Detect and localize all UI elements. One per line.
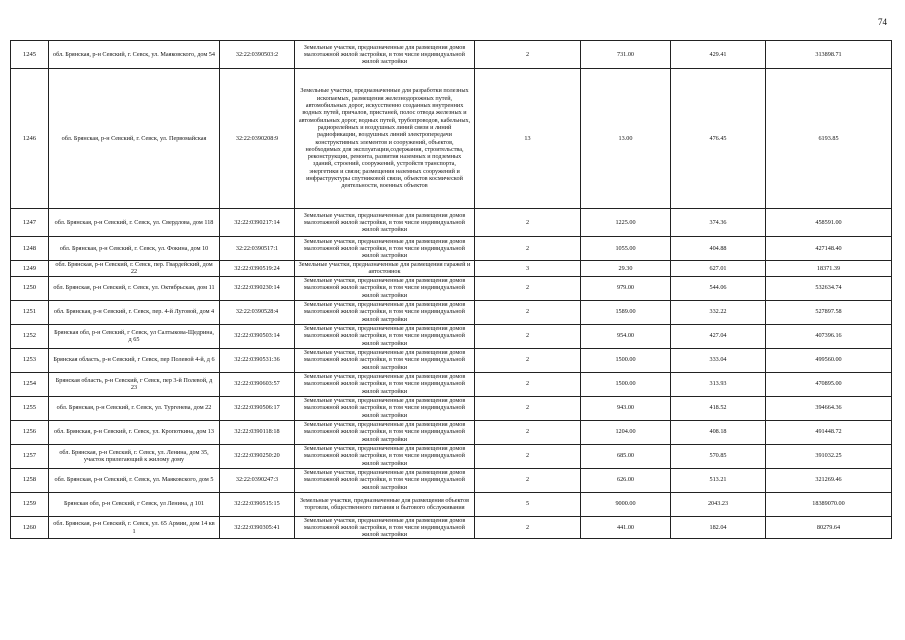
land-use-cell: Земельные участки, предназначенные для размещения объектов торговли, общественного питания и бытового обслуживания [295, 492, 475, 516]
plot-number-cell: 1246 [11, 69, 49, 209]
land-use-cell: Земельные участки, предназначенные для размещения домов малоэтажной жилой застройки, в том числе индивидуальной жилой застройки [295, 372, 475, 396]
area-cell: 1500.00 [581, 348, 671, 372]
plot-number-cell: 1258 [11, 468, 49, 492]
table-row [11, 300, 892, 324]
land-use-cell: Земельные участки, предназначенные для размещения домов малоэтажной жилой застройки, в том числе индивидуальной жилой застройки [295, 324, 475, 348]
address-cell: обл. Брянская, р-н Севский, г. Севск, пер. Гвардейский, дом 22 [49, 261, 220, 277]
use-code-cell: 2 [475, 209, 581, 237]
table-row [11, 261, 892, 277]
use-code-cell: 2 [475, 468, 581, 492]
cadastral-number-cell: 32:22:0390528:4 [220, 300, 295, 324]
area-cell: 441.00 [581, 516, 671, 539]
cadastral-value-cell: 458591.00 [766, 209, 892, 237]
cadastral-value-cell: 18371.39 [766, 261, 892, 277]
specific-value-cell: 627.01 [671, 261, 766, 277]
address-cell: обл. Брянская, р-н Севский, г. Севск, ул. Маяковского, дом 54 [49, 41, 220, 69]
specific-value-cell: 408.18 [671, 420, 766, 444]
cadastral-number-cell: 32:22:0390515:15 [220, 492, 295, 516]
cadastral-value-cell: 6193.85 [766, 69, 892, 209]
cadastral-value-cell: 470895.00 [766, 372, 892, 396]
table-row [11, 372, 892, 396]
cadastral-number-cell: 32:22:0390217:14 [220, 209, 295, 237]
use-code-cell: 2 [475, 516, 581, 539]
area-cell: 1055.00 [581, 237, 671, 261]
area-cell: 1500.00 [581, 372, 671, 396]
address-cell: Брянская обл, р-н Севский, г Севск, ул Ленина, д 101 [49, 492, 220, 516]
table-row [11, 468, 892, 492]
specific-value-cell: 544.06 [671, 276, 766, 300]
land-use-cell: Земельные участки, предназначенные для размещения домов малоэтажной жилой застройки, в том числе индивидуальной жилой застройки [295, 300, 475, 324]
use-code-cell: 2 [475, 420, 581, 444]
area-cell: 979.00 [581, 276, 671, 300]
land-use-cell: Земельные участки, предназначенные для размещения домов малоэтажной жилой застройки, в том числе индивидуальной жилой застройки [295, 276, 475, 300]
cadastral-value-cell: 499560.00 [766, 348, 892, 372]
cadastral-number-cell: 32:22:0390503:2 [220, 41, 295, 69]
address-cell: Брянская область, р-н Севский, г Севск, пер Полевой 4-й, д 6 [49, 348, 220, 372]
plot-number-cell: 1251 [11, 300, 49, 324]
address-cell: Брянская обл, р-н Севский, г Севск, ул Салтыкова-Щедрина, д 65 [49, 324, 220, 348]
address-cell: обл. Брянская, р-н Севский, г. Севск, ул. Ленина, дом 35, участок прилегающий к жилому дому [49, 444, 220, 468]
land-use-cell: Земельные участки, предназначенные для размещения домов малоэтажной жилой застройки, в том числе индивидуальной жилой застройки [295, 209, 475, 237]
land-plot-table [10, 40, 892, 539]
cadastral-value-cell: 313898.71 [766, 41, 892, 69]
cadastral-value-cell: 321269.46 [766, 468, 892, 492]
cadastral-value-cell: 532634.74 [766, 276, 892, 300]
plot-number-cell: 1252 [11, 324, 49, 348]
cadastral-number-cell: 32:22:0390503:14 [220, 324, 295, 348]
cadastral-number-cell: 32:22:0390250:20 [220, 444, 295, 468]
use-code-cell: 5 [475, 492, 581, 516]
plot-number-cell: 1249 [11, 261, 49, 277]
address-cell: обл. Брянская, р-н Севский, г. Севск, ул. Фокина, дом 10 [49, 237, 220, 261]
specific-value-cell: 476.45 [671, 69, 766, 209]
cadastral-number-cell: 32:22:0390519:24 [220, 261, 295, 277]
cadastral-value-cell: 391032.25 [766, 444, 892, 468]
specific-value-cell: 418.52 [671, 396, 766, 420]
cadastral-number-cell: 32:22:0390305:41 [220, 516, 295, 539]
use-code-cell: 2 [475, 324, 581, 348]
cadastral-number-cell: 32:22:0390603:57 [220, 372, 295, 396]
plot-number-cell: 1253 [11, 348, 49, 372]
specific-value-cell: 427.04 [671, 324, 766, 348]
table-row [11, 324, 892, 348]
cadastral-number-cell: 32:22:0390247:3 [220, 468, 295, 492]
plot-number-cell: 1245 [11, 41, 49, 69]
plot-number-cell: 1254 [11, 372, 49, 396]
specific-value-cell: 313.93 [671, 372, 766, 396]
use-code-cell: 2 [475, 348, 581, 372]
use-code-cell: 3 [475, 261, 581, 277]
land-use-cell: Земельные участки, предназначенные для размещения домов малоэтажной жилой застройки, в том числе индивидуальной жилой застройки [295, 237, 475, 261]
cadastral-value-cell: 18389070.00 [766, 492, 892, 516]
use-code-cell: 2 [475, 41, 581, 69]
specific-value-cell: 182.04 [671, 516, 766, 539]
use-code-cell: 2 [475, 444, 581, 468]
area-cell: 1589.00 [581, 300, 671, 324]
specific-value-cell: 513.21 [671, 468, 766, 492]
plot-number-cell: 1257 [11, 444, 49, 468]
table-row [11, 420, 892, 444]
table-row [11, 209, 892, 237]
land-use-cell: Земельные участки, предназначенные для размещения домов малоэтажной жилой застройки, в том числе индивидуальной жилой застройки [295, 396, 475, 420]
plot-number-cell: 1250 [11, 276, 49, 300]
area-cell: 685.00 [581, 444, 671, 468]
table-row [11, 444, 892, 468]
table-row [11, 69, 892, 209]
cadastral-number-cell: 32:22:0390506:17 [220, 396, 295, 420]
use-code-cell: 2 [475, 237, 581, 261]
land-use-cell: Земельные участки, предназначенные для размещения гаражей и автостоянок [295, 261, 475, 277]
address-cell: обл. Брянская, р-н Севский, г. Севск, ул. 65 Армии, дом 14 кв 1 [49, 516, 220, 539]
land-use-cell: Земельные участки, предназначенные для размещения домов малоэтажной жилой застройки, в том числе индивидуальной жилой застройки [295, 348, 475, 372]
table-row [11, 492, 892, 516]
address-cell: обл. Брянская, р-н Севский, г. Севск, ул. Октябрьская, дом 11 [49, 276, 220, 300]
cadastral-value-cell: 427148.40 [766, 237, 892, 261]
use-code-cell: 2 [475, 276, 581, 300]
plot-number-cell: 1260 [11, 516, 49, 539]
area-cell: 626.00 [581, 468, 671, 492]
cadastral-number-cell: 32:22:0390118:18 [220, 420, 295, 444]
cadastral-number-cell: 32:22:0390208:9 [220, 69, 295, 209]
area-cell: 1204.00 [581, 420, 671, 444]
area-cell: 954.00 [581, 324, 671, 348]
cadastral-number-cell: 32:22:0390517:1 [220, 237, 295, 261]
area-cell: 1225.00 [581, 209, 671, 237]
area-cell: 731.00 [581, 41, 671, 69]
specific-value-cell: 333.04 [671, 348, 766, 372]
use-code-cell: 2 [475, 300, 581, 324]
table-row [11, 41, 892, 69]
page-number: 74 [878, 17, 887, 27]
area-cell: 9000.00 [581, 492, 671, 516]
table-row [11, 276, 892, 300]
cadastral-value-cell: 527897.58 [766, 300, 892, 324]
land-use-cell: Земельные участки, предназначенные для разработки полезных ископаемых, размещения железнодорожных путей, автомобильных дорог, искусственно созданных внутренних водных путей, причалов, пристаней, полос отвода железных и автомобильных дорог, водных путей, трубопроводов, кабельных, радиорелейных и воздушных линий связи и линий радиофикации, воздушных линий электропередачи конструктивных элементов и сооружений, объектов, необходимых для эксплуатации,содержания, строительства, реконструкции, ремонта, развития наземных и подземных зданий, строений, сооружений, устройств транспорта, энергетики и связи; размещения наземных сооружений и инфраструктуры спутниковой связи, объектов космической деятельности, военных объектов [295, 69, 475, 209]
specific-value-cell: 570.85 [671, 444, 766, 468]
cadastral-number-cell: 32:22:0390230:14 [220, 276, 295, 300]
address-cell: обл. Брянская, р-н Севский, г. Севск, пер. 4-й Луговой, дом 4 [49, 300, 220, 324]
address-cell: обл. Брянская, р-н Севский, г. Севск, ул. Тургенева, дом 22 [49, 396, 220, 420]
specific-value-cell: 404.88 [671, 237, 766, 261]
address-cell: обл. Брянская, р-н Севский, г. Севск, ул. Кропоткина, дом 13 [49, 420, 220, 444]
area-cell: 943.00 [581, 396, 671, 420]
cadastral-value-cell: 407396.16 [766, 324, 892, 348]
use-code-cell: 13 [475, 69, 581, 209]
table-row [11, 516, 892, 539]
use-code-cell: 2 [475, 372, 581, 396]
specific-value-cell: 332.22 [671, 300, 766, 324]
land-use-cell: Земельные участки, предназначенные для размещения домов малоэтажной жилой застройки, в том числе индивидуальной жилой застройки [295, 468, 475, 492]
land-use-cell: Земельные участки, предназначенные для размещения домов малоэтажной жилой застройки, в том числе индивидуальной жилой застройки [295, 41, 475, 69]
address-cell: Брянская область, р-н Севский, г Севск, пер 3-й Полевой, д 23 [49, 372, 220, 396]
cadastral-value-cell: 80279.64 [766, 516, 892, 539]
address-cell: обл. Брянская, р-н Севский, г. Севск, ул. Первомайская [49, 69, 220, 209]
plot-number-cell: 1256 [11, 420, 49, 444]
cadastral-value-cell: 394664.36 [766, 396, 892, 420]
cadastral-number-cell: 32:22:0390531:36 [220, 348, 295, 372]
plot-number-cell: 1248 [11, 237, 49, 261]
plot-number-cell: 1255 [11, 396, 49, 420]
plot-number-cell: 1247 [11, 209, 49, 237]
land-use-cell: Земельные участки, предназначенные для размещения домов малоэтажной жилой застройки, в том числе индивидуальной жилой застройки [295, 516, 475, 539]
land-use-cell: Земельные участки, предназначенные для размещения домов малоэтажной жилой застройки, в том числе индивидуальной жилой застройки [295, 444, 475, 468]
land-use-cell: Земельные участки, предназначенные для размещения домов малоэтажной жилой застройки, в том числе индивидуальной жилой застройки [295, 420, 475, 444]
address-cell: обл. Брянская, р-н Севский, г. Севск, ул. Маяковского, дом 5 [49, 468, 220, 492]
table-row [11, 396, 892, 420]
specific-value-cell: 429.41 [671, 41, 766, 69]
specific-value-cell: 2043.23 [671, 492, 766, 516]
address-cell: обл. Брянская, р-н Севский, г. Севск, ул. Свердлова, дом 118 [49, 209, 220, 237]
specific-value-cell: 374.36 [671, 209, 766, 237]
plot-number-cell: 1259 [11, 492, 49, 516]
cadastral-value-cell: 491448.72 [766, 420, 892, 444]
table-row [11, 237, 892, 261]
table-row [11, 348, 892, 372]
use-code-cell: 2 [475, 396, 581, 420]
area-cell: 29.30 [581, 261, 671, 277]
area-cell: 13.00 [581, 69, 671, 209]
